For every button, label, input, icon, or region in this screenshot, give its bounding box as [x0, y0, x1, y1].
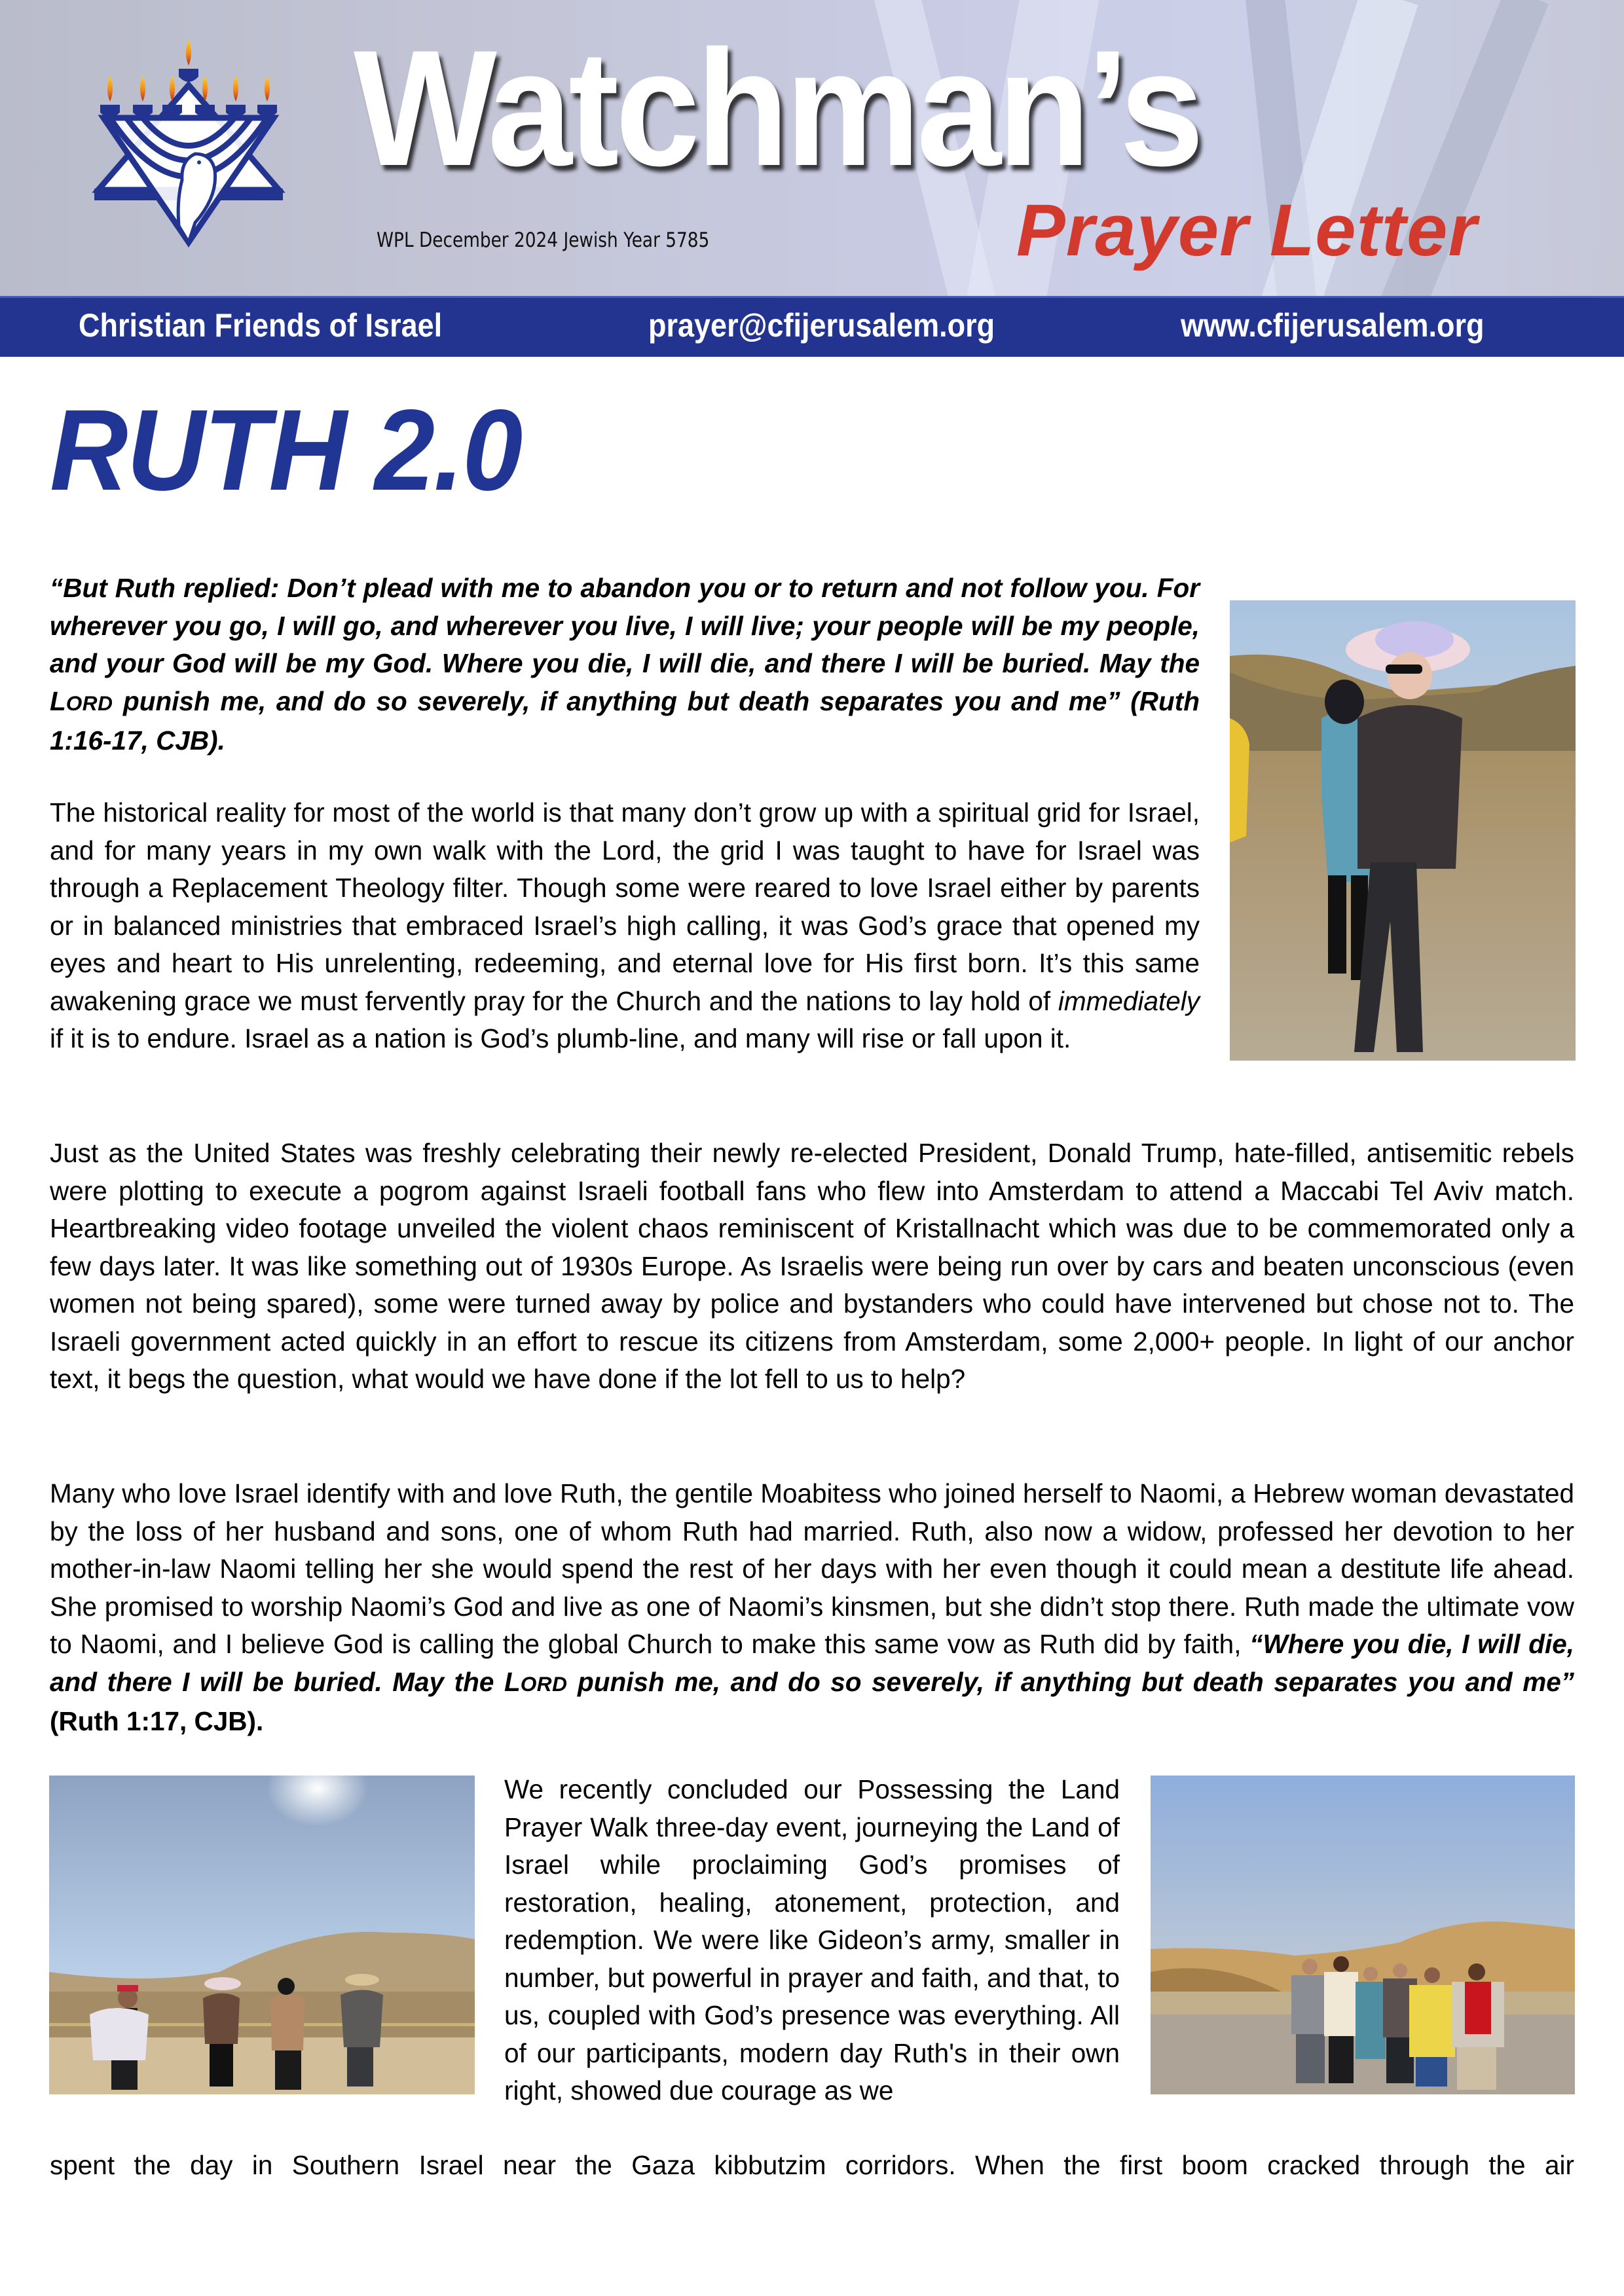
paragraph-text: if it is to endure. Israel as a nation is God’s plumb-line, and many will rise or fall upon it. — [50, 1023, 1071, 1053]
body-paragraph — [50, 794, 1200, 1058]
lord-small-caps: ORD — [520, 1671, 568, 1696]
photo-women-praying-hillside — [1230, 600, 1576, 1061]
lord-initial: L — [50, 685, 66, 716]
masthead-title: Watchman’s — [354, 16, 1201, 200]
masthead-subtitle: Prayer Letter — [1016, 189, 1478, 271]
masthead-banner — [0, 0, 1624, 296]
website-link[interactable]: www.cfijerusalem.org — [1181, 307, 1485, 344]
quote-text: “Where you die, I will die, and there I will be buried. May the — [50, 1629, 1574, 1697]
body-paragraph — [50, 1475, 1574, 1741]
contact-band — [0, 296, 1624, 357]
contact-email-link[interactable]: prayer@cfijerusalem.org — [648, 307, 995, 344]
quote-text: punish me, and do so severely, if anything but death separates you and me” — [567, 1666, 1574, 1697]
paragraph-text: The historical reality for most of the world is that many don’t grow up with a spiritual grid for Israel, and for many years in my own walk with the Lord, the grid I was taught to have for Israel was through a Replacement Theology filter. Though some were reared to love Israel either by parents or in balanced ministries that embraced Israel’s high calling, it was God’s grace that opened my eyes and heart to His unrelenting, redeeming, and eternal love for His first born. It’s this same awakening grace we must fervently pray for the Church and the nations to lay hold of — [50, 797, 1200, 1016]
body-paragraph: We recently concluded our Possessing the Land Prayer Walk three-day event, journeying the Land of Israel while proclaiming God’s promises of restoration, healing, atonement, protection, and redemption. We were like Gideon’s army, smaller in number, but powerful in prayer and faith, and that, to us, coupled with God’s presence was everything. All of our participants, modern day Ruth's in their own right, showed due courage as we — [504, 1774, 1120, 2105]
body-paragraph: Just as the United States was freshly celebrating their newly re-elected President, Donald Trump, hate-filled, antisemitic rebels were plotting to execute a pogrom against Israeli football fans who flew into Amsterdam to attend a Maccabi Tel Aviv match. Heartbreaking video footage unveiled the violent chaos reminiscent of Kristallnacht which was due to be commemorated only a few days later. It was like something out of 1930s Europe. As Israelis were being run over by cars and beaten unconscious (even women not being spared), some were turned away by police and bystanders who could have intervened but chose not to. The Israeli government acted quickly in an effort to rescue its citizens from Amsterdam, some 2,000+ people. In light of our anchor text, it begs the question, what would we have done if the lot fell to us to help? — [50, 1138, 1574, 1394]
emphasis-text: immediately — [1058, 985, 1200, 1016]
article-title: RUTH 2.0 — [50, 386, 522, 515]
paragraph-text: Many who love Israel identify with and love Ruth, the gentile Moabitess who joined herself to Naomi, a Hebrew woman devastated by the loss of her husband and sons, one of whom Ruth had married. Ruth, also now a widow, professed her devotion to her mother-in-law Naomi telling her she would spend the rest of her days with her even though it could mean a destitute life ahead. She promised to worship Naomi’s God and live as one of Naomi’s kinsmen, but she didn’t stop there. Ruth made the ultimate vow to Naomi, and I believe God is calling the global Church to make this same vow as Ruth did by faith, — [50, 1478, 1574, 1659]
quote-text: “But Ruth replied: Don’t plead with me to abandon you or to return and not follow you. For wherever you go, I will go, and wherever you live, I will live; your people will be my people, and your God will be my God. Where you die, I will die, and there I will be buried. May the — [50, 573, 1200, 678]
anchor-scripture-quote — [50, 570, 1200, 760]
lord-small-caps: ORD — [65, 691, 113, 715]
citation-text: (Ruth 1:17, CJB). — [50, 1706, 264, 1736]
photo-group-hands-raised — [49, 1776, 475, 2094]
lord-initial: L — [504, 1666, 521, 1697]
photo-group-portrait — [1151, 1776, 1575, 2094]
quote-text-citation: punish me, and do so severely, if anything but death separates you and me” (Ruth 1:16-17, CJB). — [50, 685, 1200, 756]
body-paragraph-continued: spent the day in Southern Israel near the Gaza kibbutzim corridors. When the first boom cracked through the air — [50, 2150, 1574, 2180]
menorah-star-dove-icon — [71, 39, 306, 255]
issue-date-line: WPL December 2024 Jewish Year 5785 — [377, 228, 710, 252]
organization-name: Christian Friends of Israel — [79, 307, 443, 344]
